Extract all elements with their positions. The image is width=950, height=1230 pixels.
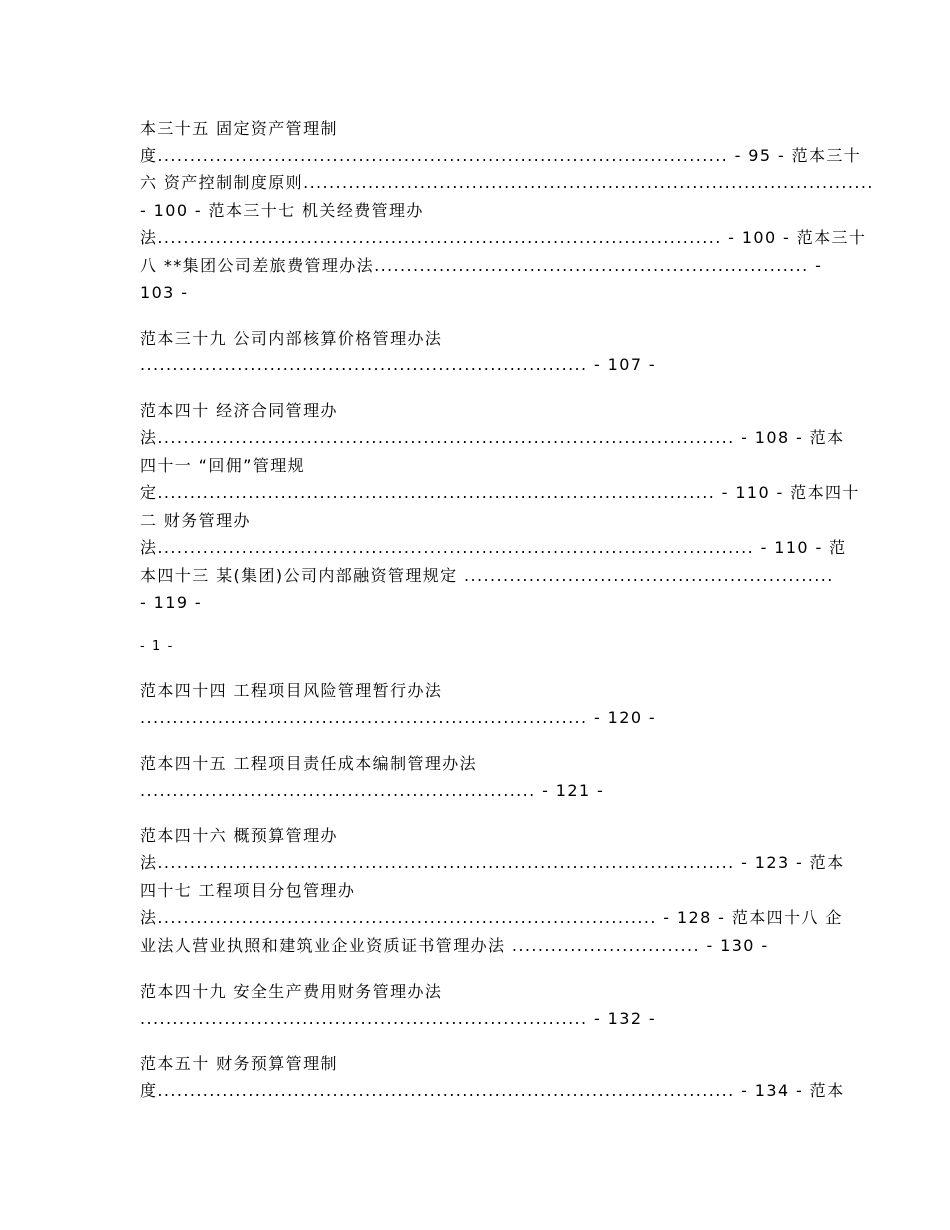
toc-line: 四十一 “回佣”管理规 <box>140 456 306 475</box>
toc-line: ..................................................................... - 107 - <box>140 355 657 374</box>
toc-line: 本三十五 固定资产管理制 <box>140 119 338 138</box>
toc-line: 定...................................................................................... - 110 - 范本四十 <box>140 483 860 502</box>
toc-line: 法......................................................................................... - 108 - 范本 <box>140 428 845 447</box>
toc-line: ..................................................................... - 120 - <box>140 708 657 727</box>
toc-line: 范本四十五 工程项目责任成本编制管理办法 <box>140 754 478 773</box>
toc-line: 度........................................................................................ - 95 - 范本三十 <box>140 146 862 165</box>
toc-line: 业法人营业执照和建筑业企业资质证书管理办法 ............................. - 130 - <box>140 936 769 955</box>
toc-line: 法............................................................................................ - 110 - 范 <box>140 538 847 557</box>
toc-line: ..................................................................... - 132 - <box>140 1009 657 1028</box>
toc-line: 法....................................................................................... - 100 - 范本三十 <box>140 228 867 247</box>
toc-line: 四十七 工程项目分包管理办 <box>140 881 356 900</box>
toc-line: 度......................................................................................... - 134 - 范本 <box>140 1081 845 1100</box>
toc-line: 范本四十 经济合同管理办 <box>140 401 338 420</box>
toc-line: 范本五十 财务预算管理制 <box>140 1054 338 1073</box>
toc-line: 范本三十九 公司内部核算价格管理办法 <box>140 329 443 348</box>
toc-line: 法......................................................................................... - 123 - 范本 <box>140 853 845 872</box>
toc-line: 本四十三 某(集团)公司内部融资管理规定 ......................................................... <box>140 566 834 585</box>
toc-line: 103 - <box>140 283 189 302</box>
toc-line: 二 财务管理办 <box>140 511 251 530</box>
toc-line: 范本四十九 安全生产费用财务管理办法 <box>140 982 443 1001</box>
toc-line: - 100 - 范本三十七 机关经费管理办 <box>140 201 424 220</box>
toc-line: 八 **集团公司差旅费管理办法................................................................... - <box>140 256 823 275</box>
toc-line: ............................................................. - 121 - <box>140 781 605 800</box>
toc-line: 法............................................................................. - 128 - 范本四十八 企 <box>140 908 843 927</box>
toc-line: - 119 - <box>140 593 203 612</box>
toc-line: 范本四十四 工程项目风险管理暂行办法 <box>140 681 443 700</box>
page-number: - 1 - <box>140 639 174 654</box>
toc-line: 六 资产控制制度原则........................................................................................ <box>140 173 874 192</box>
toc-line: 范本四十六 概预算管理办 <box>140 826 338 845</box>
